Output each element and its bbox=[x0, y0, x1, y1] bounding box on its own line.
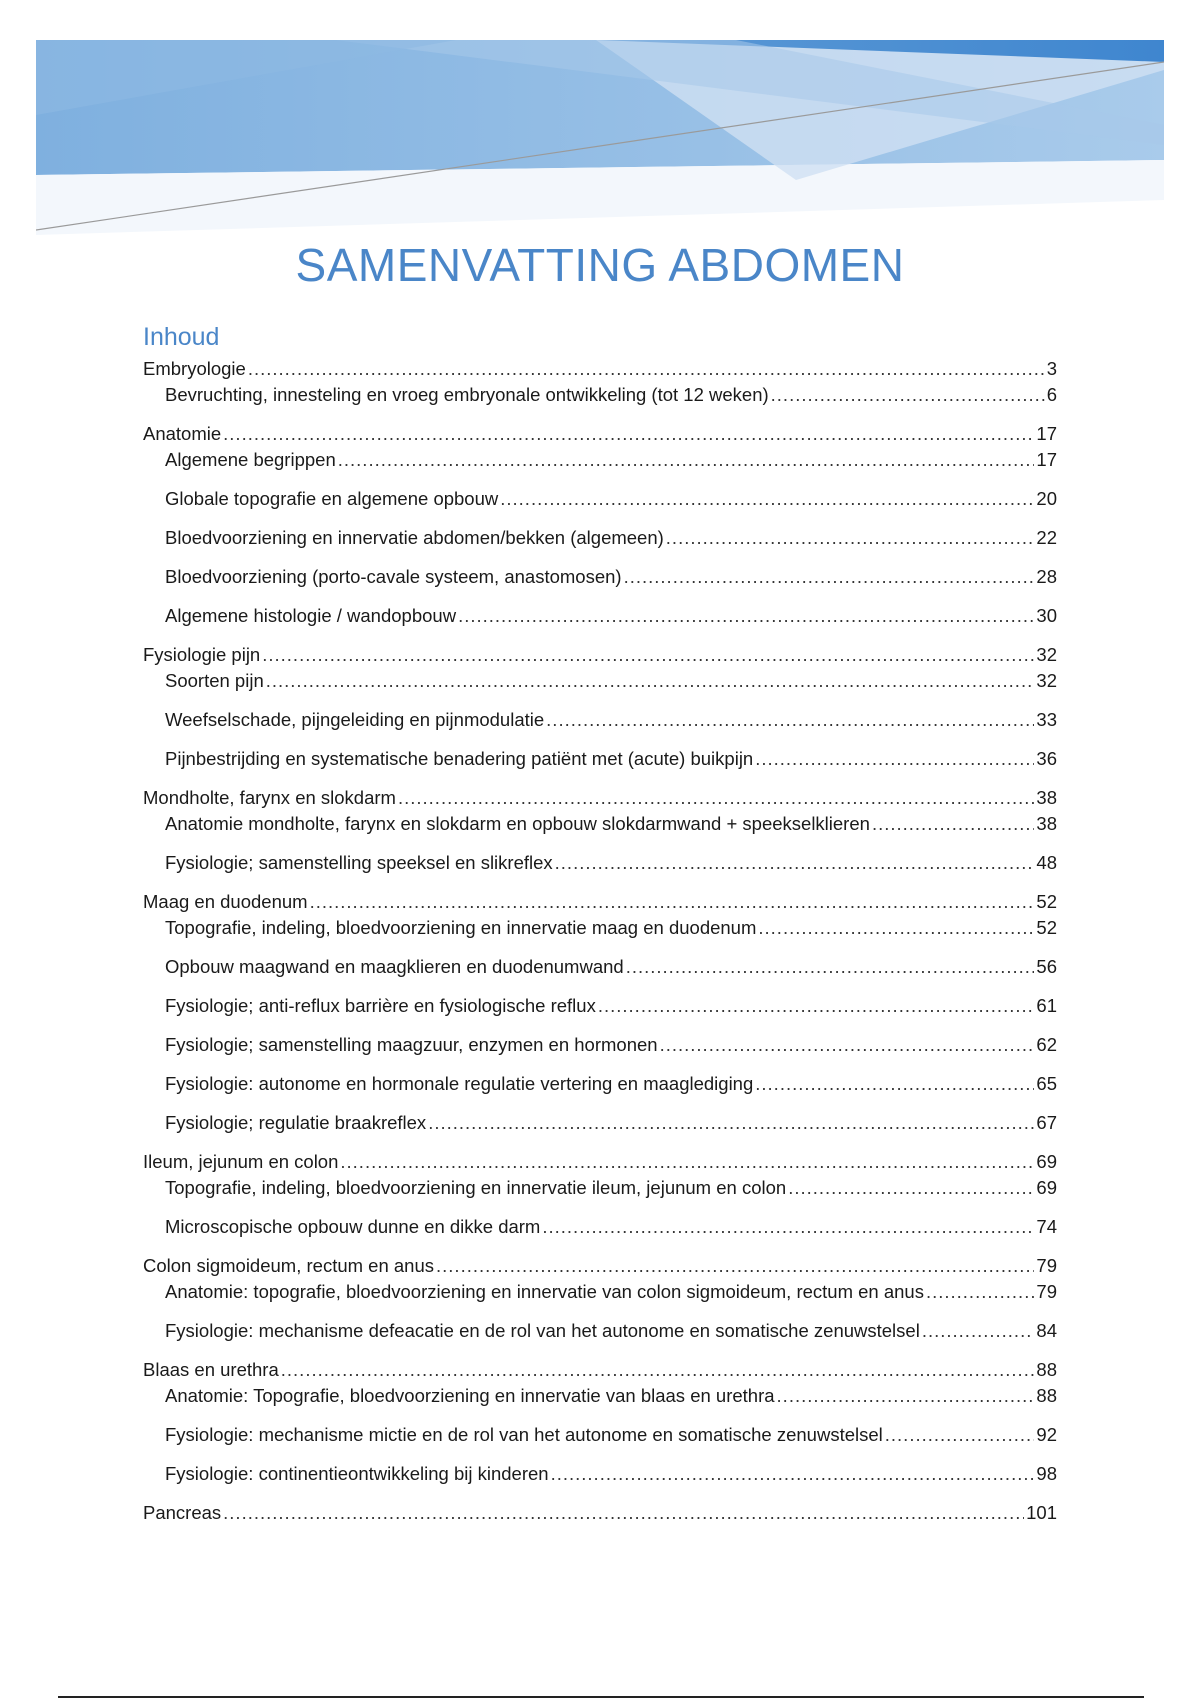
toc-section-entry[interactable] bbox=[143, 1318, 1057, 1344]
toc-page-number: 36 bbox=[1036, 748, 1057, 769]
toc-section-entry[interactable] bbox=[143, 707, 1057, 733]
toc-chapter-entry[interactable] bbox=[143, 889, 1057, 915]
toc-page-number: 69 bbox=[1036, 1151, 1057, 1172]
toc-dot-leader bbox=[926, 1279, 1034, 1305]
toc-entry-label: Fysiologie pijn bbox=[143, 644, 261, 665]
toc-dot-leader bbox=[788, 1175, 1034, 1201]
toc-page-number: 33 bbox=[1036, 709, 1057, 730]
toc-chapter-entry[interactable] bbox=[143, 642, 1057, 668]
toc-section-entry[interactable] bbox=[143, 564, 1057, 590]
toc-entry-label: Colon sigmoideum, rectum en anus bbox=[143, 1255, 435, 1276]
toc-page-number: 38 bbox=[1036, 787, 1057, 808]
toc-heading: Inhoud bbox=[143, 323, 220, 351]
toc-chapter-entry[interactable] bbox=[143, 785, 1057, 811]
toc-entry-label: Anatomie: topografie, bloedvoorziening en innervatie van colon sigmoideum, rectum en anus bbox=[165, 1281, 924, 1302]
toc-dot-leader bbox=[338, 447, 1035, 473]
toc-page-number: 48 bbox=[1036, 852, 1057, 873]
toc-chapter-entry[interactable] bbox=[143, 1253, 1057, 1279]
toc-dot-leader bbox=[281, 1357, 1035, 1383]
toc-section-entry[interactable] bbox=[143, 1461, 1057, 1487]
toc-section-entry[interactable] bbox=[143, 1071, 1057, 1097]
toc-section-entry[interactable] bbox=[143, 993, 1057, 1019]
toc-section-entry[interactable] bbox=[143, 1175, 1057, 1201]
toc-section-entry[interactable] bbox=[143, 382, 1057, 408]
toc-section-entry[interactable] bbox=[143, 850, 1057, 876]
toc-dot-leader bbox=[542, 1214, 1034, 1240]
toc-entry-label: Ileum, jejunum en colon bbox=[143, 1151, 339, 1172]
toc-entry-label: Pancreas bbox=[143, 1502, 222, 1523]
toc-page-number: 52 bbox=[1036, 891, 1057, 912]
toc-entry-label: Maag en duodenum bbox=[143, 891, 308, 912]
toc-entry-label: Bloedvoorziening en innervatie abdomen/bekken (algemeen) bbox=[165, 527, 664, 548]
toc-chapter-entry[interactable] bbox=[143, 1500, 1057, 1526]
toc-dot-leader bbox=[546, 707, 1034, 733]
toc-dot-leader bbox=[755, 1071, 1034, 1097]
toc-page-number: 17 bbox=[1036, 423, 1057, 444]
toc-section-entry[interactable] bbox=[143, 525, 1057, 551]
table-of-contents bbox=[143, 320, 1057, 1526]
toc-page-number: 61 bbox=[1036, 995, 1057, 1016]
toc-dot-leader bbox=[666, 525, 1035, 551]
toc-dot-leader bbox=[885, 1422, 1035, 1448]
toc-entry-label: Fysiologie; samenstelling speeksel en slikreflex bbox=[165, 852, 553, 873]
toc-entry-label: Algemene histologie / wandopbouw bbox=[165, 605, 457, 626]
toc-dot-leader bbox=[771, 382, 1045, 408]
toc-page-number: 20 bbox=[1036, 488, 1057, 509]
toc-entry-label: Bloedvoorziening (porto-cavale systeem, anastomosen) bbox=[165, 566, 622, 587]
toc-chapter-entry[interactable] bbox=[143, 1357, 1057, 1383]
toc-dot-leader bbox=[777, 1383, 1035, 1409]
toc-section-entry[interactable] bbox=[143, 1383, 1057, 1409]
toc-section-entry[interactable] bbox=[143, 447, 1057, 473]
toc-entry-label: Fysiologie; anti-reflux barrière en fysiologische reflux bbox=[165, 995, 596, 1016]
toc-page-number: 22 bbox=[1036, 527, 1057, 548]
toc-dot-leader bbox=[223, 1500, 1024, 1526]
toc-entry-label: Embryologie bbox=[143, 358, 246, 379]
toc-page-number: 32 bbox=[1036, 670, 1057, 691]
toc-entry-label: Algemene begrippen bbox=[165, 449, 336, 470]
toc-section-entry[interactable] bbox=[143, 746, 1057, 772]
toc-list bbox=[143, 356, 1057, 1526]
toc-section-entry[interactable] bbox=[143, 1422, 1057, 1448]
document-title: SAMENVATTING ABDOMEN bbox=[295, 239, 905, 291]
toc-page-number: 32 bbox=[1036, 644, 1057, 665]
toc-dot-leader bbox=[436, 1253, 1034, 1279]
toc-entry-label: Opbouw maagwand en maagklieren en duodenumwand bbox=[165, 956, 624, 977]
footer-divider bbox=[58, 1696, 1144, 1698]
toc-entry-label: Fysiologie: mechanisme defeacatie en de rol van het autonome en somatische zenuwstelsel bbox=[165, 1320, 920, 1341]
toc-section-entry[interactable] bbox=[143, 1279, 1057, 1305]
toc-section-entry[interactable] bbox=[143, 486, 1057, 512]
toc-section-entry[interactable] bbox=[143, 915, 1057, 941]
toc-chapter-entry[interactable] bbox=[143, 1149, 1057, 1175]
toc-page-number: 92 bbox=[1036, 1424, 1057, 1445]
toc-page-number: 79 bbox=[1036, 1281, 1057, 1302]
toc-dot-leader bbox=[755, 746, 1034, 772]
toc-section-entry[interactable] bbox=[143, 954, 1057, 980]
toc-dot-leader bbox=[223, 421, 1034, 447]
toc-page-number: 56 bbox=[1036, 956, 1057, 977]
toc-entry-label: Globale topografie en algemene opbouw bbox=[165, 488, 499, 509]
toc-dot-leader bbox=[555, 850, 1035, 876]
toc-page-number: 84 bbox=[1036, 1320, 1057, 1341]
toc-dot-leader bbox=[310, 889, 1035, 915]
toc-entry-label: Microscopische opbouw dunne en dikke darm bbox=[165, 1216, 541, 1237]
toc-entry-label: Topografie, indeling, bloedvoorziening en innervatie ileum, jejunum en colon bbox=[165, 1177, 787, 1198]
toc-page-number: 3 bbox=[1046, 358, 1057, 379]
toc-chapter-entry[interactable] bbox=[143, 356, 1057, 382]
toc-entry-label: Mondholte, farynx en slokdarm bbox=[143, 787, 396, 808]
toc-page-number: 79 bbox=[1036, 1255, 1057, 1276]
toc-page-number: 101 bbox=[1026, 1502, 1057, 1523]
toc-dot-leader bbox=[428, 1110, 1034, 1136]
toc-dot-leader bbox=[458, 603, 1034, 629]
toc-section-entry[interactable] bbox=[143, 1214, 1057, 1240]
toc-entry-label: Blaas en urethra bbox=[143, 1359, 279, 1380]
toc-page-number: 6 bbox=[1046, 384, 1057, 405]
toc-dot-leader bbox=[266, 668, 1035, 694]
toc-entry-label: Anatomie mondholte, farynx en slokdarm en opbouw slokdarmwand + speekselklieren bbox=[165, 813, 870, 834]
toc-dot-leader bbox=[248, 356, 1045, 382]
toc-dot-leader bbox=[660, 1032, 1035, 1058]
toc-section-entry[interactable] bbox=[143, 603, 1057, 629]
toc-section-entry[interactable] bbox=[143, 1032, 1057, 1058]
toc-page-number: 52 bbox=[1036, 917, 1057, 938]
toc-section-entry[interactable] bbox=[143, 668, 1057, 694]
toc-page-number: 65 bbox=[1036, 1073, 1057, 1094]
toc-entry-label: Fysiologie; samenstelling maagzuur, enzymen en hormonen bbox=[165, 1034, 658, 1055]
toc-dot-leader bbox=[624, 564, 1035, 590]
toc-page-number: 88 bbox=[1036, 1359, 1057, 1380]
toc-dot-leader bbox=[598, 993, 1035, 1019]
toc-dot-leader bbox=[922, 1318, 1035, 1344]
toc-page-number: 69 bbox=[1036, 1177, 1057, 1198]
toc-dot-leader bbox=[872, 811, 1034, 837]
toc-page-number: 98 bbox=[1036, 1463, 1057, 1484]
toc-entry-label: Anatomie: Topografie, bloedvoorziening en innervatie van blaas en urethra bbox=[165, 1385, 775, 1406]
toc-entry-label: Pijnbestrijding en systematische benadering patiënt met (acute) buikpijn bbox=[165, 748, 754, 769]
toc-dot-leader bbox=[626, 954, 1035, 980]
toc-entry-label: Soorten pijn bbox=[165, 670, 264, 691]
toc-entry-label: Anatomie bbox=[143, 423, 222, 444]
toc-section-entry[interactable] bbox=[143, 811, 1057, 837]
toc-entry-label: Weefselschade, pijngeleiding en pijnmodulatie bbox=[165, 709, 545, 730]
toc-entry-label: Fysiologie: autonome en hormonale regulatie vertering en maaglediging bbox=[165, 1073, 754, 1094]
toc-page-number: 17 bbox=[1036, 449, 1057, 470]
toc-entry-label: Fysiologie: mechanisme mictie en de rol van het autonome en somatische zenuwstelsel bbox=[165, 1424, 883, 1445]
toc-page-number: 30 bbox=[1036, 605, 1057, 626]
header-banner-graphic bbox=[36, 40, 1164, 235]
toc-dot-leader bbox=[398, 785, 1034, 811]
toc-dot-leader bbox=[758, 915, 1034, 941]
toc-page-number: 62 bbox=[1036, 1034, 1057, 1055]
toc-entry-label: Topografie, indeling, bloedvoorziening en innervatie maag en duodenum bbox=[165, 917, 757, 938]
toc-section-entry[interactable] bbox=[143, 1110, 1057, 1136]
toc-entry-label: Bevruchting, innesteling en vroeg embryonale ontwikkeling (tot 12 weken) bbox=[165, 384, 769, 405]
toc-page-number: 88 bbox=[1036, 1385, 1057, 1406]
toc-dot-leader bbox=[500, 486, 1034, 512]
toc-page-number: 38 bbox=[1036, 813, 1057, 834]
toc-page-number: 28 bbox=[1036, 566, 1057, 587]
toc-dot-leader bbox=[340, 1149, 1034, 1175]
toc-entry-label: Fysiologie: continentieontwikkeling bij kinderen bbox=[165, 1463, 549, 1484]
toc-chapter-entry[interactable] bbox=[143, 421, 1057, 447]
toc-entry-label: Fysiologie; regulatie braakreflex bbox=[165, 1112, 427, 1133]
toc-dot-leader bbox=[551, 1461, 1035, 1487]
toc-dot-leader bbox=[262, 642, 1034, 668]
toc-page-number: 74 bbox=[1036, 1216, 1057, 1237]
toc-page-number: 67 bbox=[1036, 1112, 1057, 1133]
